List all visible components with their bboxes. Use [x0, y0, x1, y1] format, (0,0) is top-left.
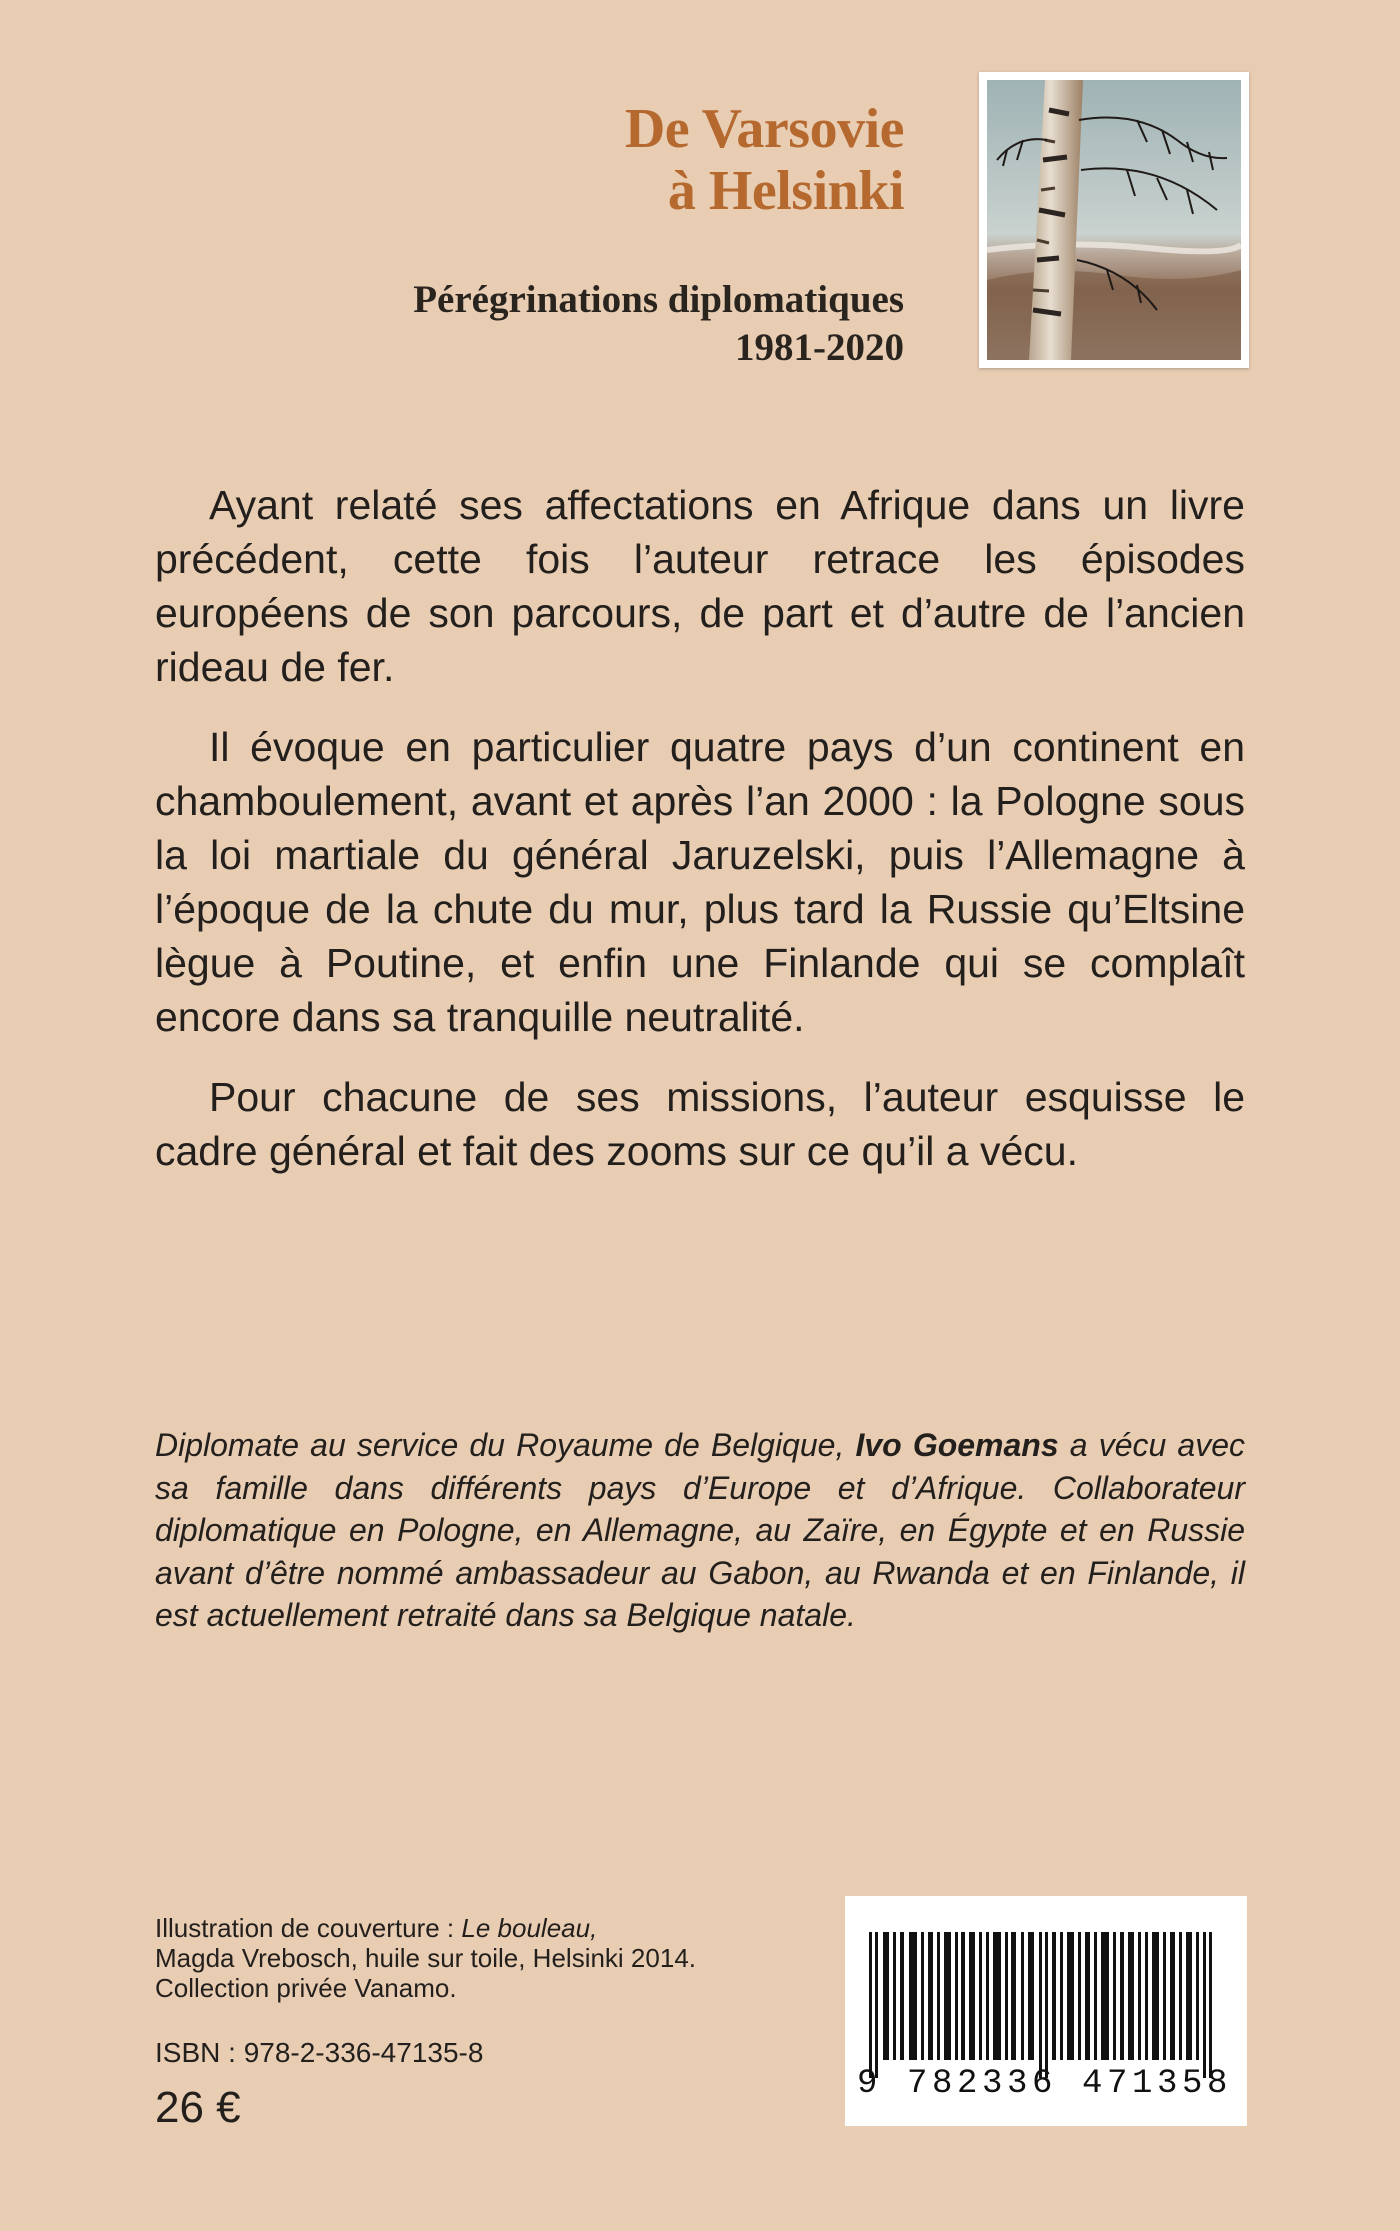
- book-title: [284, 98, 904, 222]
- barcode: [845, 1896, 1247, 2126]
- blurb-paragraph: Pour chacune de ses missions, l’auteur esquisse le cadre général et fait des zooms sur ce qu’il a vécu.: [155, 1074, 1245, 1174]
- blurb-paragraph: Il évoque en particulier quatre pays d’un continent en chamboulement, avant et après l’an 2000 : la Pologne sous la loi martiale du général Jaruzelski, puis l’Allemagne à l’époque de la chute du mur, plus tard la Russie qu’Eltsine lègue à Poutine, et enfin une Finlande qui se complaît encore dans sa tranquille neutralité.: [155, 724, 1245, 1040]
- blurb-paragraph: Ayant relaté ses affectations en Afrique dans un livre précédent, cette fois l’auteur retrace les épisodes européens de son parcours, de part et d’autre de l’ancien rideau de fer.: [155, 482, 1245, 690]
- book-subtitle: [284, 276, 904, 372]
- birch-painting-image: [987, 80, 1241, 360]
- subtitle-years: 1981-2020: [735, 326, 904, 369]
- title-line-2: à Helsinki: [667, 160, 904, 222]
- illustration-title: Le bouleau,: [461, 1913, 598, 1943]
- illustration-label: Illustration de couverture :: [155, 1913, 462, 1943]
- illustration-artist: Magda Vrebosch, huile sur toile, Helsinki 2014.: [155, 1943, 696, 1973]
- back-cover-blurb: [155, 478, 1245, 1204]
- price: 26 €: [155, 2083, 241, 2132]
- title-line-1: De Varsovie: [624, 98, 904, 160]
- title-block: [284, 98, 904, 372]
- bio-details: a vécu avec sa famille dans différents pays d’Europe et d’Afrique. Collaborateur diplomatique en Pologne, en Allemagne, au Zaïre, en Égypte et en Russie avant d’être nommé ambassadeur au Gabon, au Rwanda et en Finlande, il est actuellement retraité dans sa Belgique natale.: [155, 1427, 1246, 1633]
- subtitle-line-1: Pérégrinations diplomatiques: [413, 278, 904, 321]
- bio-intro: Diplomate au service du Royaume de Belgique,: [155, 1427, 856, 1463]
- barcode-digits: 9 782336 471358: [857, 2065, 1233, 2103]
- isbn: ISBN : 978-2-336-47135-8: [155, 2037, 484, 2068]
- cover-painting-thumbnail: [979, 72, 1249, 368]
- author-bio: [155, 1424, 1245, 1637]
- author-name: Ivo Goemans: [855, 1427, 1059, 1463]
- illustration-collection: Collection privée Vanamo.: [155, 1973, 457, 2003]
- cover-credits: [155, 1913, 795, 2003]
